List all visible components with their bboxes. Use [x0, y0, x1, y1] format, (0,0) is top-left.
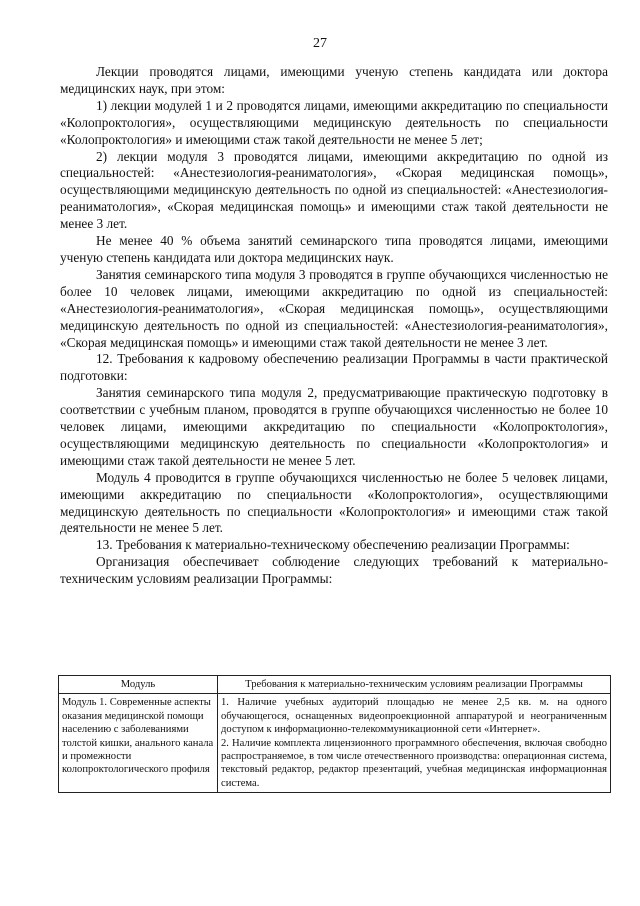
paragraph: Не менее 40 % объема занятий семинарского типа проводятся лицами, имеющими ученую степень кандидата или доктора медицинских наук.: [60, 233, 608, 265]
table-header-row: [59, 676, 611, 694]
paragraph: Модуль 4 проводится в группе обучающихся численностью не более 5 человек лицами, имеющими аккредитацию по специальности «Колопроктология», осуществляющими медицинскую деятельность по специальности «Колопроктология» и имеющими стаж такой деятельности не менее 5 лет.: [60, 469, 608, 536]
table-cell-requirements: [218, 694, 611, 793]
requirement-item: 2. Наличие комплекта лицензионного программного обеспечения, включая свободно распространяемое, в том числе отечественного производства: операционная система, текстовый редактор, редактор презентаций, учебная медицинская информационная система.: [221, 737, 607, 789]
document-body: [60, 64, 608, 588]
section-heading: 13. Требования к материально-техническому обеспечению реализации Программы:: [96, 537, 570, 553]
table-row: [59, 694, 611, 793]
paragraph: 2) лекции модуля 3 проводятся лицами, имеющими аккредитацию по одной из специальностей: «Анестезиология-реаниматология», «Скорая медицинская помощь», осуществляющими медицинскую деятельность по одной из специальностей: «Анестезиология-реаниматология», «Скорая медицинская помощь» и имеющими стаж такой деятельности не менее 3 лет.: [60, 148, 608, 232]
requirements-table: [58, 675, 611, 793]
page-number: 27: [313, 36, 327, 51]
paragraph: Организация обеспечивает соблюдение следующих требований к материально-техническим условиям реализации Программы:: [60, 554, 608, 587]
paragraph: Занятия семинарского типа модуля 3 проводятся в группе обучающихся численностью не более 10 человек лицами, имеющими аккредитацию по одной из специальностей: «Анестезиология-реаниматология», «Скорая медицинская помощь», осуществляющими медицинскую деятельность по одной из специальностей: «Анестезиология-реаниматология», «Скорая медицинская помощь» и имеющими стаж такой деятельности не менее 3 лет.: [60, 266, 608, 350]
table-cell-module: Модуль 1. Современные аспекты оказания медицинской помощи населению с заболеваниями толстой кишки, анального канала и промежности колопроктологического профиля: [59, 694, 218, 793]
paragraph: 1) лекции модулей 1 и 2 проводятся лицами, имеющими аккредитацию по специальности «Колопроктология», осуществляющими медицинскую деятельность по специальности «Колопроктология» и имеющими стаж такой деятельности не менее 5 лет;: [60, 97, 608, 147]
paragraph: Занятия семинарского типа модуля 2, предусматривающие практическую подготовку в соответствии с учебным планом, проводятся в группе обучающихся численностью не более 10 человек лицами, имеющими аккредитацию по специальности «Колопроктология», осуществляющими медицинскую деятельность по специальности «Колопроктология» и имеющими стаж такой деятельности не менее 5 лет.: [60, 385, 608, 468]
table-header-module: Модуль: [59, 676, 218, 694]
paragraph: Лекции проводятся лицами, имеющими ученую степень кандидата или доктора медицинских наук, при этом:: [60, 64, 608, 96]
table-header-requirements: Требования к материально-техническим условиям реализации Программы: [218, 676, 611, 694]
section-heading: 12. Требования к кадровому обеспечению реализации Программы в части практической подготовки:: [60, 351, 608, 384]
requirement-item: 1. Наличие учебных аудиторий площадью не менее 2,5 кв. м. на одного обучающегося, оснащенных видеопроекционной аппаратурой и неограниченным доступом к информационно-телекоммуникационной сети «Интернет».: [221, 697, 607, 736]
